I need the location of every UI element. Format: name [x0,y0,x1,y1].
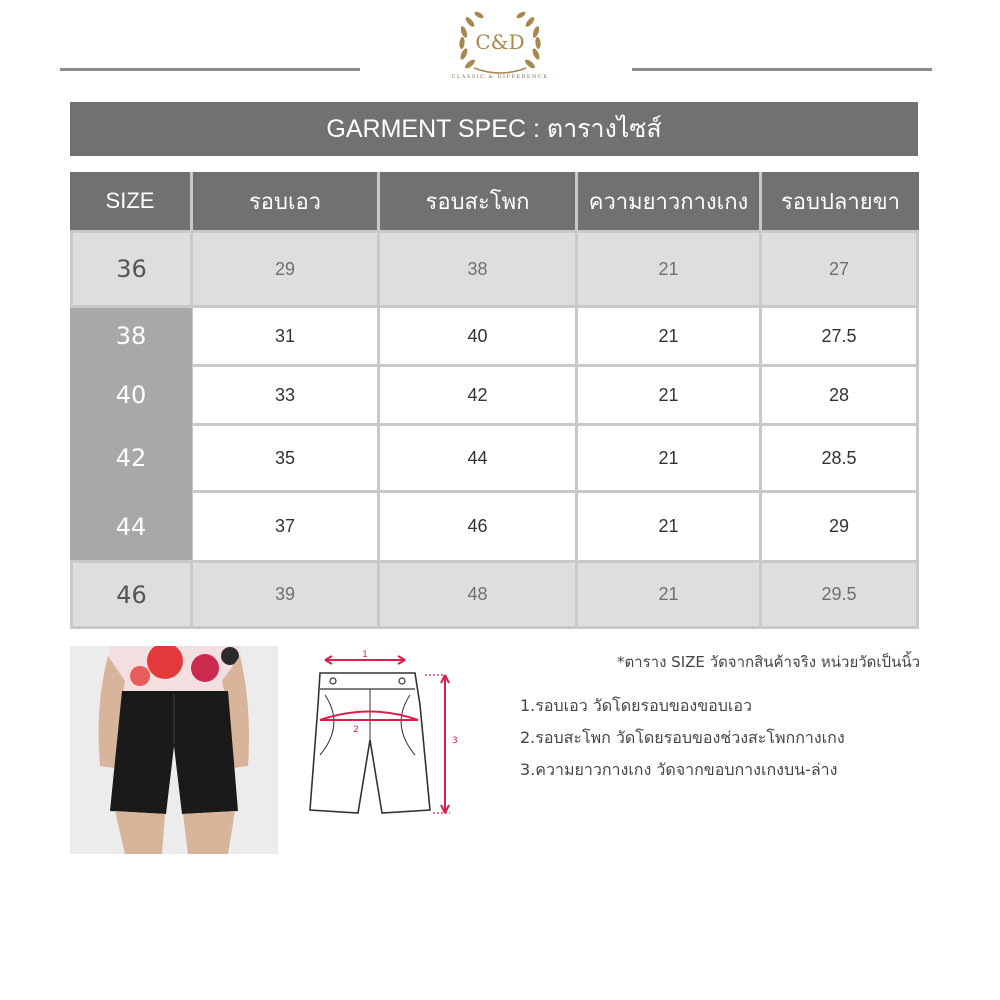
table-cell: 44 [380,426,575,490]
header-waist: รอบเอว [193,172,377,230]
brand-tagline: CLASSIC & DIFFERENCE [451,74,549,80]
size-cell-38: 38 [115,322,147,350]
table-cell: 27 [762,233,916,305]
header-length: ความยาวกางเกง [578,172,759,230]
table-cell: 29.5 [762,563,916,626]
brand-monogram: C&D [475,30,525,54]
table-cell: 40 [380,308,575,364]
header-leg-opening: รอบปลายขา [762,172,919,230]
page-title: GARMENT SPEC : ตารางไซส์ [70,102,918,156]
header-hip: รอบสะโพก [380,172,575,230]
measurement-note: *ตาราง SIZE วัดจากสินค้าจริง หน่วยวัดเป็นนิ้ว [616,653,920,671]
legend-item-3: 3.ความยาวกางเกง วัดจากขอบกางเกงบน-ล่าง [520,760,838,779]
table-cell: 46 [380,493,575,560]
legend-item-1: 1.รอบเอว วัดโดยรอบของขอบเอว [520,696,752,715]
model-wearing-shorts-icon [70,646,278,854]
table-cell: 31 [193,308,377,364]
size-cell-36: 36 [73,233,190,305]
header-rule-right [632,68,932,71]
table-cell: 28 [762,367,916,423]
header-size: SIZE [70,172,190,230]
size-cell-40: 40 [115,381,147,409]
table-cell: 21 [578,308,759,364]
table-cell: 37 [193,493,377,560]
table-cell: 21 [578,367,759,423]
size-cell-42: 42 [115,444,147,472]
table-cell: 29 [193,233,377,305]
table-cell: 38 [380,233,575,305]
table-cell: 27.5 [762,308,916,364]
diagram-label-2: 2 [353,725,359,735]
table-cell: 29 [762,493,916,560]
table-cell: 39 [193,563,377,626]
table-cell: 35 [193,426,377,490]
diagram-label-3: 3 [452,736,458,746]
header-rule-left [60,68,360,71]
table-cell: 21 [578,563,759,626]
size-table [70,172,919,629]
legend-item-2: 2.รอบสะโพก วัดโดยรอบของช่วงสะโพกกางเกง [520,728,845,747]
product-photo [70,646,278,854]
size-cell-46: 46 [73,563,190,626]
table-cell: 33 [193,367,377,423]
table-cell: 48 [380,563,575,626]
table-cell: 28.5 [762,426,916,490]
size-cell-44: 44 [115,512,147,541]
table-cell: 21 [578,493,759,560]
table-cell: 21 [578,426,759,490]
shorts-measurement-diagram [290,645,465,825]
table-cell: 21 [578,233,759,305]
table-cell: 42 [380,367,575,423]
diagram-label-1: 1 [362,650,368,660]
